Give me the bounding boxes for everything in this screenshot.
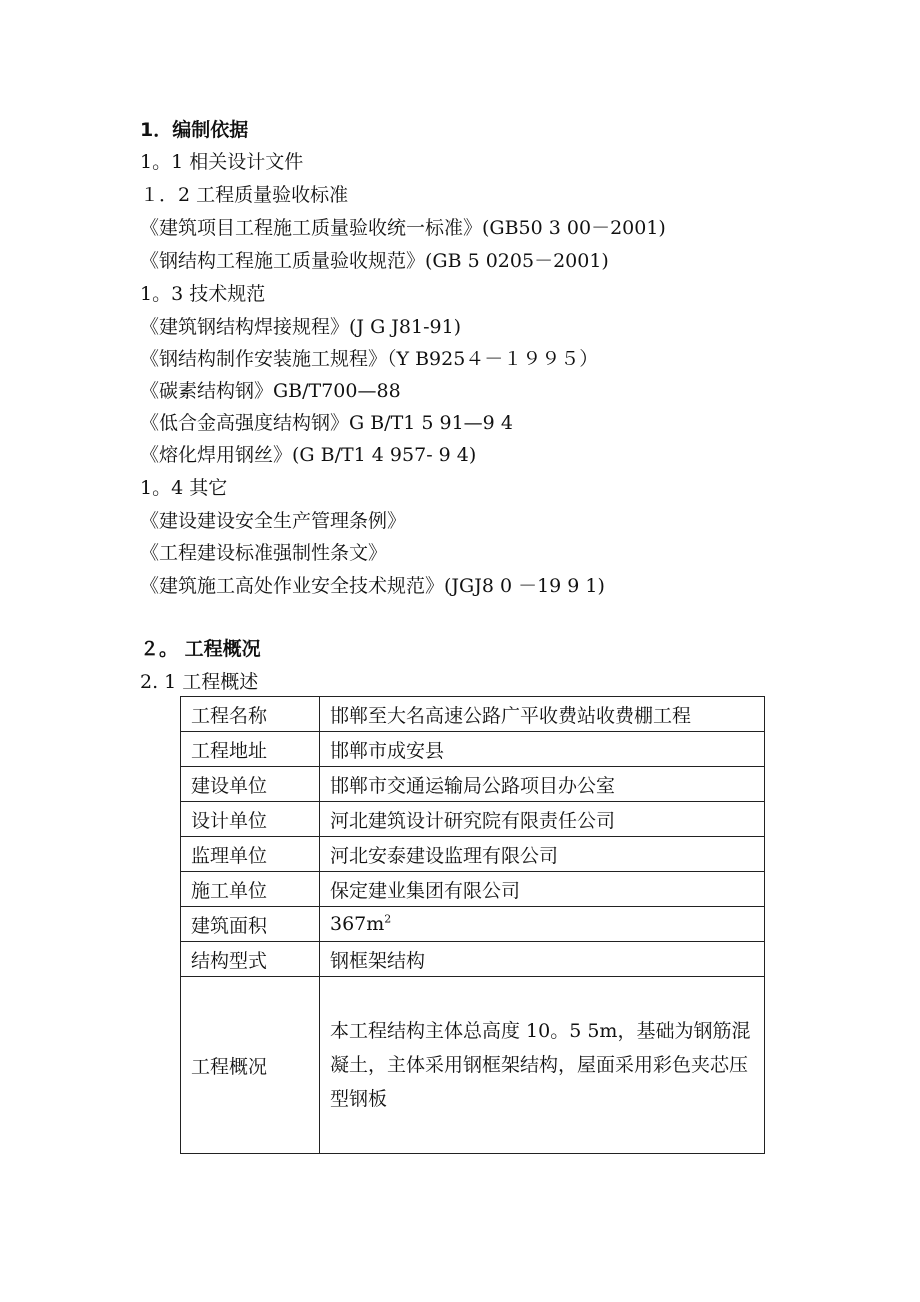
spec-item-5: 《熔化焊用钢丝》(G B/T1 4 957- 9 4) <box>140 444 477 466</box>
row-label: 工程地址 <box>181 732 320 767</box>
row-value: 邯郸市成安县 <box>320 732 765 767</box>
row-value: 邯郸市交通运输局公路项目办公室 <box>320 767 765 802</box>
other-item-2: 《工程建设标准强制性条文》 <box>140 542 388 564</box>
row-value: 保定建业集团有限公司 <box>320 872 765 907</box>
spec-item-4: 《低合金高强度结构钢》G B/T1 5 91—9 4 <box>140 412 513 434</box>
table-row <box>181 907 765 942</box>
row-label: 监理单位 <box>181 837 320 872</box>
table-row <box>181 977 765 1154</box>
row-label: 施工单位 <box>181 872 320 907</box>
row-label: 工程概况 <box>181 977 320 1154</box>
standard-item-2: 《钢结构工程施工质量验收规范》(GB 5 0205－2001) <box>140 250 609 272</box>
row-value: 河北建筑设计研究院有限责任公司 <box>320 802 765 837</box>
section-1-heading: 1．编制依据 <box>140 119 249 141</box>
subsection-1-1: 1。1 相关设计文件 <box>140 151 304 173</box>
row-label: 建筑面积 <box>181 907 320 942</box>
spec-item-3: 《碳素结构钢》GB/T700—88 <box>140 380 401 402</box>
other-item-3: 《建筑施工高处作业安全技术规范》(JGJ8 0 －19 9 1) <box>140 575 605 597</box>
table-row <box>181 767 765 802</box>
project-description: 本工程结构主体总高度 10。5 5m，基础为钢筋混凝土，主体采用钢框架结构，屋面采用彩色夹芯压型钢板 <box>320 977 765 1154</box>
row-label: 设计单位 <box>181 802 320 837</box>
row-value: 邯郸至大名高速公路广平收费站收费棚工程 <box>320 697 765 732</box>
spec-item-1: 《建筑钢结构焊接规程》(J G J81-91) <box>140 316 462 338</box>
row-value: 钢框架结构 <box>320 942 765 977</box>
row-value: 河北安泰建设监理有限公司 <box>320 837 765 872</box>
other-item-1: 《建设建设安全生产管理条例》 <box>140 510 407 532</box>
subsection-2-1: 2. 1 工程概述 <box>140 671 259 693</box>
standard-item-1: 《建筑项目工程施工质量验收统一标准》(GB50 3 00－2001) <box>140 217 666 239</box>
row-label: 结构型式 <box>181 942 320 977</box>
table-row <box>181 732 765 767</box>
row-label: 建设单位 <box>181 767 320 802</box>
table-row <box>181 802 765 837</box>
subsection-1-4: 1。4 其它 <box>140 477 228 499</box>
row-value-area <box>320 907 765 942</box>
table-row <box>181 697 765 732</box>
table-row <box>181 942 765 977</box>
table-row <box>181 872 765 907</box>
subsection-1-3: 1。3 技术规范 <box>140 283 266 305</box>
project-info-table <box>180 696 765 1154</box>
section-2-heading: ２。 工程概况 <box>140 638 261 660</box>
area-value: 367m <box>330 913 385 935</box>
row-label: 工程名称 <box>181 697 320 732</box>
table-row <box>181 837 765 872</box>
subsection-1-2: １．2 工程质量验收标准 <box>140 184 349 206</box>
area-unit-exponent: 2 <box>384 912 392 926</box>
spec-item-2: 《钢结构制作安装施工规程》（Y B925４－１９９５） <box>140 348 599 370</box>
